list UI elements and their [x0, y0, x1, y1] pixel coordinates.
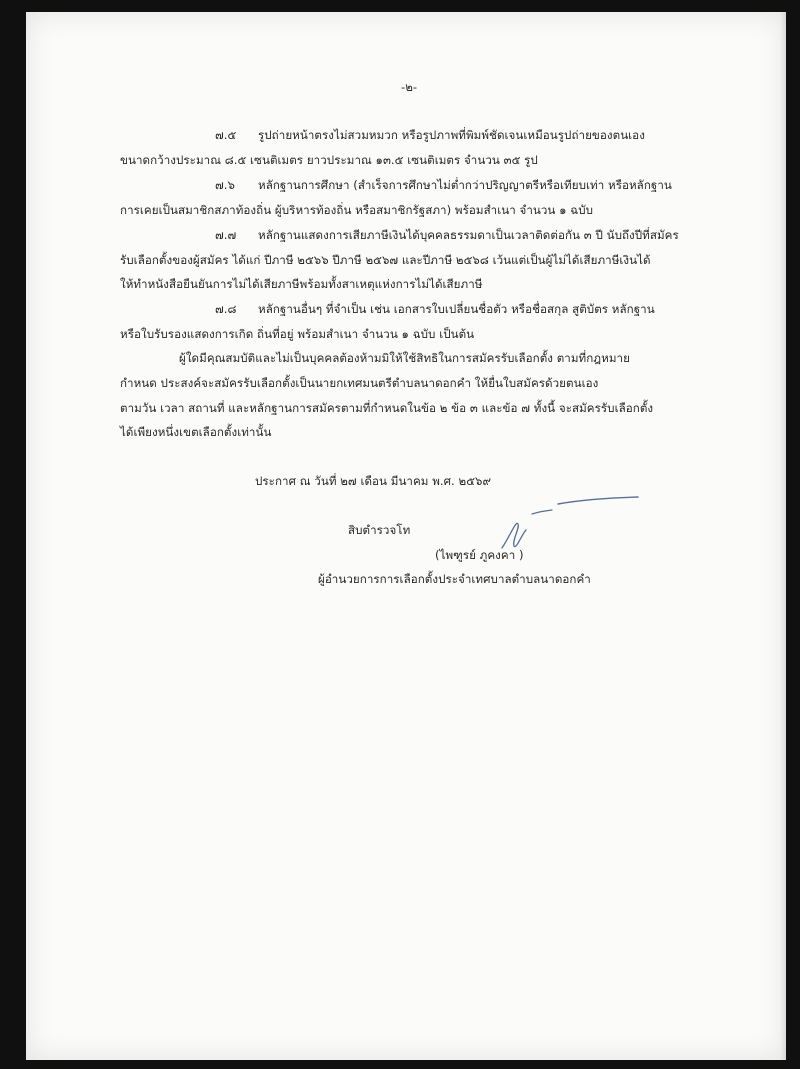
item-text-line: หลักฐานการศึกษา (สำเร็จการศึกษาไม่ต่ำกว่าปริญญาตรีหรือเทียบเท่า หรือหลักฐาน [258, 178, 672, 192]
item-number: ๗.๘ [215, 302, 237, 316]
item-text-line: หรือใบรับรองแสดงการเกิด ถิ่นที่อยู่ พร้อมสำเนา จำนวน ๑ ฉบับ เป็นต้น [120, 327, 475, 341]
closing-paragraph-line: ได้เพียงหนึ่งเขตเลือกตั้งเท่านั้น [120, 425, 272, 439]
item-number: ๗.๗ [215, 228, 237, 242]
signer-position: ผู้อำนวยการการเลือกตั้งประจำเทศบาลตำบลนาดอกคำ [318, 572, 591, 586]
item-text-line: รับเลือกตั้งของผู้สมัคร ได้แก่ ปีภาษี ๒๕๖๖ ปีภาษี ๒๕๖๗ และปีภาษี ๒๕๖๘ เว้นแต่เป็นผู้ไม่ได้เสียภาษีเงินได้ [120, 253, 651, 267]
item-number: ๗.๖ [215, 178, 235, 192]
item-text-line: หลักฐานอื่นๆ ที่จำเป็น เช่น เอกสารใบเปลี่ยนชื่อตัว หรือชื่อสกุล สูติบัตร หลักฐาน [258, 302, 655, 316]
closing-paragraph-line: ตามวัน เวลา สถานที่ และหลักฐานการสมัครตามที่กำหนดในข้อ ๒ ข้อ ๓ และข้อ ๗ ทั้งนี้ จะสมัครรับเลือกตั้ง [120, 401, 654, 415]
item-text-line: หลักฐานแสดงการเสียภาษีเงินได้บุคคลธรรมดาเป็นเวลาติดต่อกัน ๓ ปี นับถึงปีที่สมัคร [258, 228, 679, 242]
item-text-line: ให้ทำหนังสือยืนยันการไม่ได้เสียภาษีพร้อมทั้งสาเหตุแห่งการไม่ได้เสียภาษี [120, 277, 483, 291]
closing-paragraph-line: กำหนด ประสงค์จะสมัครรับเลือกตั้งเป็นนายกเทศมนตรีตำบลนาดอกคำ ให้ยื่นใบสมัครด้วยตนเอง [120, 376, 599, 390]
page-number: -๒- [401, 80, 418, 94]
signer-rank: สิบตำรวจโท [348, 523, 411, 537]
item-number: ๗.๕ [215, 128, 237, 142]
closing-paragraph-line: ผู้ใดมีคุณสมบัติและไม่เป็นบุคคลต้องห้ามมิให้ใช้สิทธิในการสมัครรับเลือกตั้ง ตามที่กฎหมาย [179, 351, 630, 365]
item-text-line: ขนาดกว้างประมาณ ๘.๕ เซนติเมตร ยาวประมาณ ๑๓.๕ เซนติเมตร จำนวน ๓๕ รูป [120, 153, 538, 167]
announcement-date: ประกาศ ณ วันที่ ๒๗ เดือน มีนาคม พ.ศ. ๒๕๖๙ [255, 474, 491, 488]
item-text-line: การเคยเป็นสมาชิกสภาท้องถิ่น ผู้บริหารท้องถิ่น หรือสมาชิกรัฐสภา) พร้อมสำเนา จำนวน ๑ ฉบับ [120, 203, 594, 217]
item-text-line: รูปถ่ายหน้าตรงไม่สวมหมวก หรือรูปภาพที่พิมพ์ชัดเจนเหมือนรูปถ่ายของตนเอง [258, 128, 645, 142]
signer-name: (ไพฑูรย์ ภูคงคา ) [435, 548, 524, 562]
document-page [26, 12, 786, 1060]
